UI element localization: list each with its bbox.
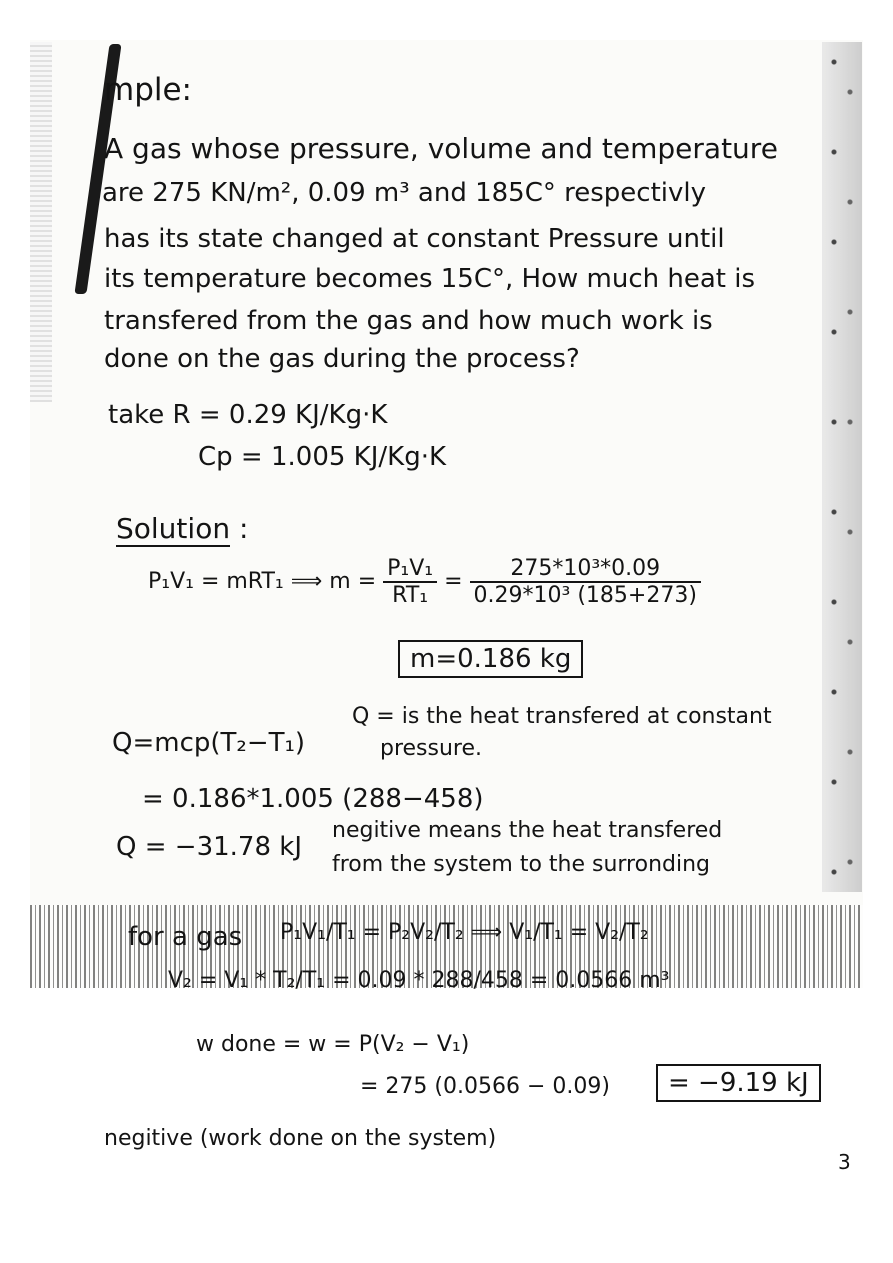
mass-result: m=0.186 kg xyxy=(398,640,583,678)
solution-heading: Solution xyxy=(116,512,231,545)
work-negative-note: negitive (work done on the system) xyxy=(104,1126,497,1151)
problem-line-4: its temperature becomes 15C°, How much heat is xyxy=(104,264,755,294)
mass-frac-2-num: 275*10³*0.09 xyxy=(470,556,701,583)
mass-eq-equals: = xyxy=(444,569,463,594)
example-heading: mple: xyxy=(104,72,193,108)
problem-line-3: has its state changed at constant Pressure until xyxy=(104,224,725,254)
mass-frac-1-den: RT₁ xyxy=(392,583,429,608)
mass-frac-2 xyxy=(470,556,701,608)
scan-edge-right xyxy=(822,42,862,892)
solution-colon: : xyxy=(238,512,249,545)
work-formula: w done = w = P(V₂ − V₁) xyxy=(196,1032,470,1057)
q-note-line-1: Q = is the heat transfered at constant xyxy=(352,704,772,729)
problem-line-6: done on the gas during the process? xyxy=(104,344,580,374)
problem-line-1: A gas whose pressure, volume and temperature xyxy=(104,132,778,165)
mass-frac-1 xyxy=(383,556,437,608)
mass-eq-left: P₁V₁ = mRT₁ ⟹ m = xyxy=(148,569,377,594)
q-negative-note-2: from the system to the surronding xyxy=(332,852,711,877)
page-number: 3 xyxy=(838,1150,851,1174)
gas-law-equation: P₁V₁/T₁ = P₂V₂/T₂ ⟹ V₁/T₁ = V₂/T₂ xyxy=(280,920,649,945)
q-calculation: = 0.186*1.005 (288−458) xyxy=(142,784,484,814)
mass-frac-2-den: 0.29*10³ (185+273) xyxy=(473,583,697,608)
q-note-line-2: pressure. xyxy=(380,736,483,761)
scan-edge-left xyxy=(30,42,52,402)
problem-line-2: are 275 KN/m², 0.09 m³ and 185C° respectivly xyxy=(102,178,707,208)
gas-law-label: for a gas xyxy=(128,922,243,952)
q-negative-note-1: negitive means the heat transfered xyxy=(332,818,723,843)
given-r: take R = 0.29 KJ/Kg·K xyxy=(108,400,388,430)
mass-equation xyxy=(148,556,701,608)
v2-calculation: V₂ = V₁ * T₂/T₁ = 0.09 * 288/458 = 0.0566 m³ xyxy=(168,968,670,993)
given-cp: Cp = 1.005 KJ/Kg·K xyxy=(198,442,447,472)
work-calculation: = 275 (0.0566 − 0.09) xyxy=(360,1074,610,1099)
mass-frac-1-num: P₁V₁ xyxy=(383,556,437,583)
problem-line-5: transfered from the gas and how much work is xyxy=(104,306,713,336)
q-result: Q = −31.78 kJ xyxy=(116,832,302,862)
solution-heading-wrap xyxy=(116,512,248,545)
q-formula: Q=mcp(T₂−T₁) xyxy=(112,728,306,758)
work-result: = −9.19 kJ xyxy=(656,1064,821,1102)
